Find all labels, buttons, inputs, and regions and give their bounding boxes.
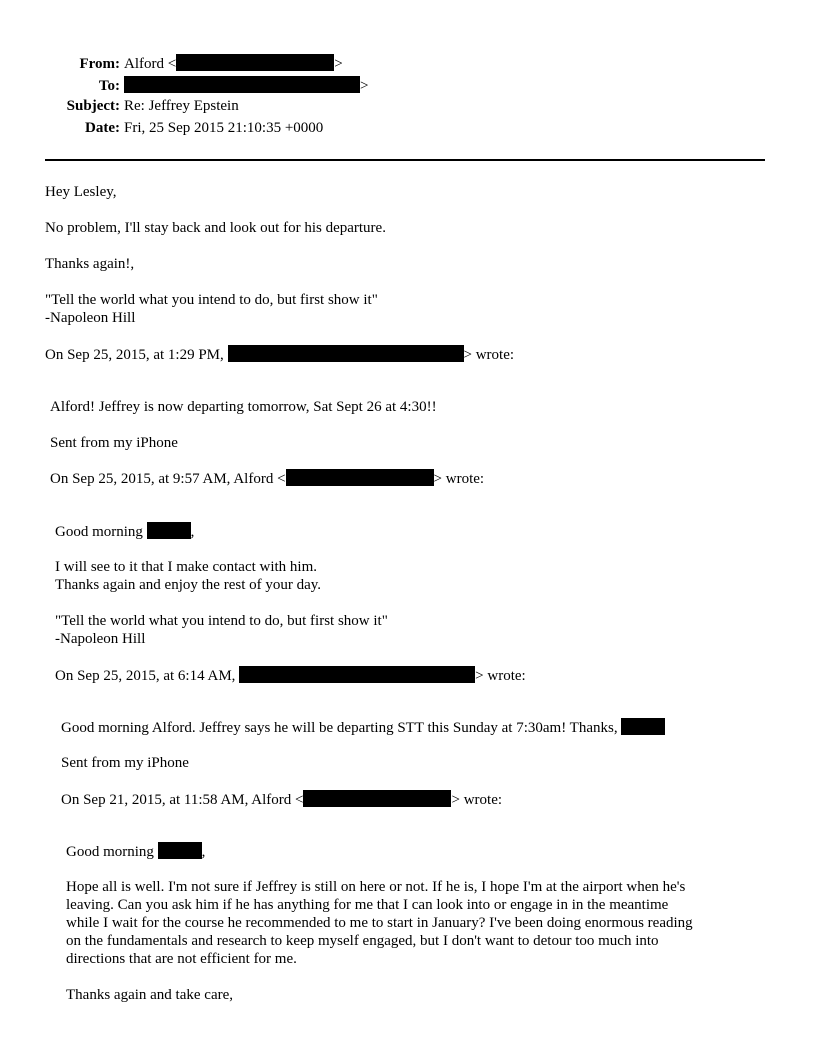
greeting-end: ,: [190, 524, 195, 540]
redaction-box: [147, 522, 191, 539]
quoted-message-text: Thanks again and enjoy the rest of your day.: [55, 577, 322, 593]
attribution-end: > wrote:: [463, 347, 515, 363]
attribution-end: > wrote:: [451, 792, 503, 808]
redaction-box: [303, 790, 451, 807]
greeting-text: Good morning: [55, 524, 143, 540]
signature-quote: "Tell the world what you intend to do, but first show it": [45, 292, 378, 308]
to-label: To:: [98, 78, 120, 94]
subject-label: Subject:: [66, 98, 120, 114]
attribution-start: On Sep 21, 2015, at 11:58 AM, Alford <: [61, 792, 304, 808]
from-value: [124, 56, 343, 72]
thanks-line: Thanks again!,: [45, 256, 135, 272]
redaction-box: [239, 666, 475, 683]
quoted-message-text: I will see to it that I make contact with him.: [55, 559, 318, 575]
from-row: [0, 54, 343, 73]
signature-author: -Napoleon Hill: [45, 310, 136, 326]
signature-author: -Napoleon Hill: [55, 631, 146, 647]
paragraph-line: on the fundamentals and research to keep myself engaged, but I don't want to detour too much into: [66, 933, 659, 949]
paragraph-line: Hope all is well. I'm not sure if Jeffrey is still on here or not. If he is, I hope I'm at the airport when he's: [66, 879, 686, 895]
to-end: >: [360, 78, 369, 94]
paragraph-line: while I wait for the course he recommended to me to start in January? I've been doing enormous reading: [66, 915, 693, 931]
date-row: [0, 120, 323, 137]
message-text: Good morning Alford. Jeffrey says he will be departing STT this Sunday at 7:30am! Thanks,: [61, 720, 618, 736]
redaction-box: [621, 718, 665, 735]
quote-attribution: [45, 345, 514, 364]
to-row: [0, 76, 368, 95]
quoted-message-text: Alford! Jeffrey is now departing tomorrow, Sat Sept 26 at 4:30!!: [50, 399, 437, 415]
redaction-box: [176, 54, 334, 71]
greeting-text: Good morning: [66, 844, 154, 860]
attribution-end: > wrote:: [475, 668, 526, 684]
attribution-end: > wrote:: [433, 471, 485, 487]
sent-from-line: Sent from my iPhone: [61, 755, 189, 771]
subject-value: Re: Jeffrey Epstein: [124, 98, 239, 114]
from-end: >: [334, 56, 343, 72]
quote-attribution: [61, 790, 502, 809]
date-label: Date:: [85, 120, 120, 136]
quote-attribution: [55, 666, 526, 685]
redaction-box: [228, 345, 464, 362]
greeting: Hey Lesley,: [45, 184, 117, 200]
quote-attribution: [50, 469, 484, 488]
from-name: Alford <: [124, 56, 177, 72]
quoted-greeting: [66, 842, 205, 861]
paragraph-line: leaving. Can you ask him if he has anything for me that I can look into or engage in in the meantime: [66, 897, 669, 913]
header-divider: [45, 159, 765, 161]
to-value: [124, 78, 368, 94]
quoted-message-text: [61, 718, 665, 737]
date-value: Fri, 25 Sep 2015 21:10:35 +0000: [124, 120, 324, 136]
quoted-paragraph: [66, 878, 693, 968]
subject-row: [0, 98, 239, 115]
greeting-end: ,: [201, 844, 206, 860]
reply-text: No problem, I'll stay back and look out for his departure.: [45, 220, 386, 236]
redaction-box: [286, 469, 434, 486]
from-label: From:: [79, 56, 120, 72]
sent-from-line: Sent from my iPhone: [50, 435, 178, 451]
attribution-start: On Sep 25, 2015, at 1:29 PM,: [45, 347, 224, 363]
paragraph-line: directions that are not efficient for me.: [66, 951, 297, 967]
signature-quote: "Tell the world what you intend to do, but first show it": [55, 613, 388, 629]
attribution-start: On Sep 25, 2015, at 6:14 AM,: [55, 668, 236, 684]
attribution-start: On Sep 25, 2015, at 9:57 AM, Alford <: [50, 471, 286, 487]
quoted-greeting: [55, 522, 194, 541]
closing-line: Thanks again and take care,: [66, 987, 233, 1003]
redaction-box: [158, 842, 202, 859]
redaction-box: [124, 76, 360, 93]
